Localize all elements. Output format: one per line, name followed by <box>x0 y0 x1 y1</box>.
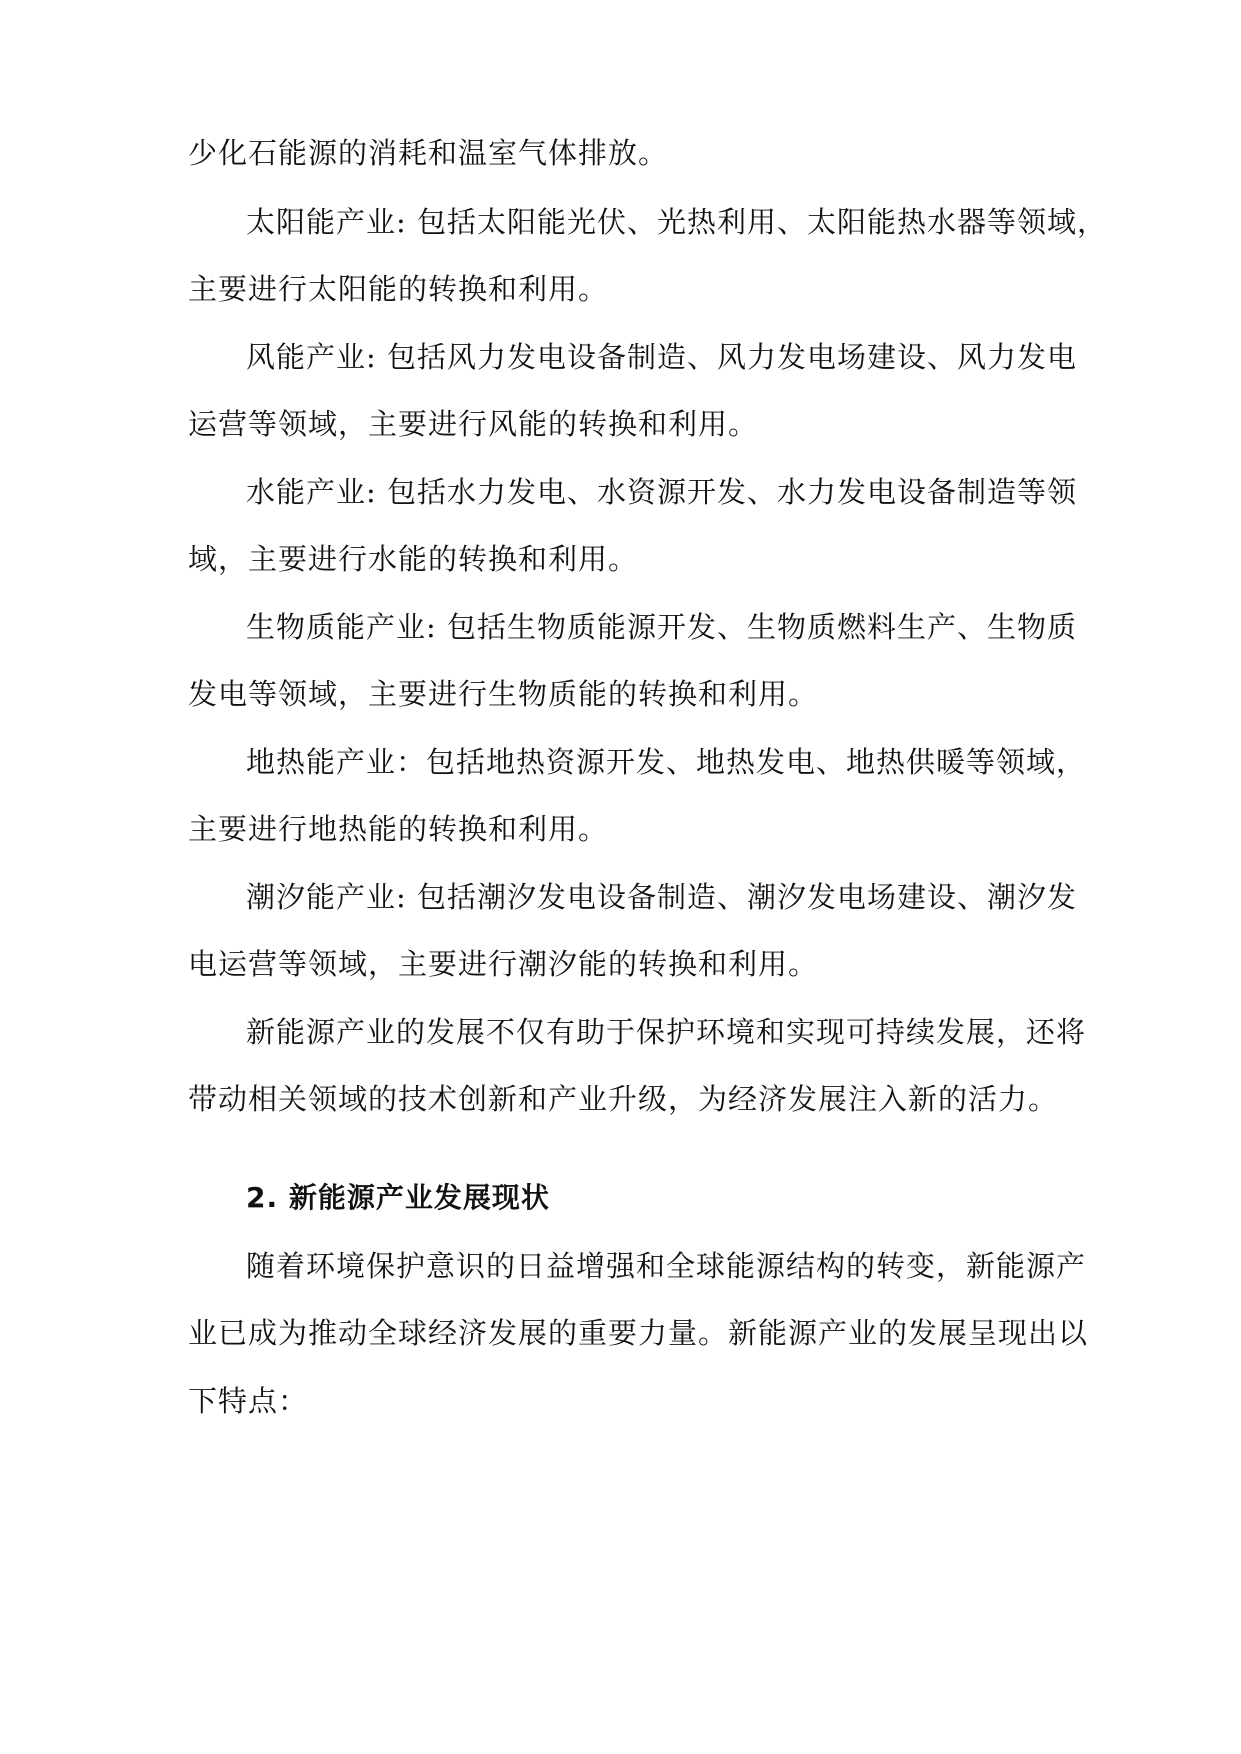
text-line: 主要进行地热能的转换和利用。 <box>188 812 609 846</box>
paragraph-wind-start: 风能产业: 包括风力发电设备制造、风力发电场建设、风力发电 <box>246 340 1077 374</box>
text-line: 电运营等领域，主要进行潮汐能的转换和利用。 <box>188 947 819 981</box>
text-line: 少化石能源的消耗和温室气体排放。 <box>188 136 669 170</box>
text-line: 发电等领域，主要进行生物质能的转换和利用。 <box>188 677 819 711</box>
paragraph-geothermal-start: 地热能产业：包括地热资源开发、地热发电、地热供暖等领域， <box>246 745 1087 779</box>
text-line: 业已成为推动全球经济发展的重要力量。新能源产业的发展呈现出以 <box>188 1316 1089 1350</box>
paragraph-hydro-start: 水能产业: 包括水力发电、水资源开发、水力发电设备制造等领 <box>246 475 1077 509</box>
text-line: 域，主要进行水能的转换和利用。 <box>188 542 639 576</box>
text-line: 下特点： <box>188 1384 309 1418</box>
text-line: 带动相关领域的技术创新和产业升级，为经济发展注入新的活力。 <box>188 1082 1059 1116</box>
paragraph-tidal-start: 潮汐能产业: 包括潮汐发电设备制造、潮汐发电场建设、潮汐发 <box>246 880 1077 914</box>
paragraph-status-start: 随着环境保护意识的日益增强和全球能源结构的转变，新能源产 <box>246 1249 1087 1283</box>
text-line: 运营等领域，主要进行风能的转换和利用。 <box>188 407 759 441</box>
paragraph-biomass-start: 生物质能产业: 包括生物质能源开发、生物质燃料生产、生物质 <box>246 610 1077 644</box>
paragraph-solar-start: 太阳能产业: 包括太阳能光伏、光热利用、太阳能热水器等领域， <box>246 205 1107 239</box>
section-heading: 2. 新能源产业发展现状 <box>246 1181 550 1214</box>
paragraph-summary-start: 新能源产业的发展不仅有助于保护环境和实现可持续发展，还将 <box>246 1015 1087 1049</box>
text-line: 主要进行太阳能的转换和利用。 <box>188 272 609 306</box>
